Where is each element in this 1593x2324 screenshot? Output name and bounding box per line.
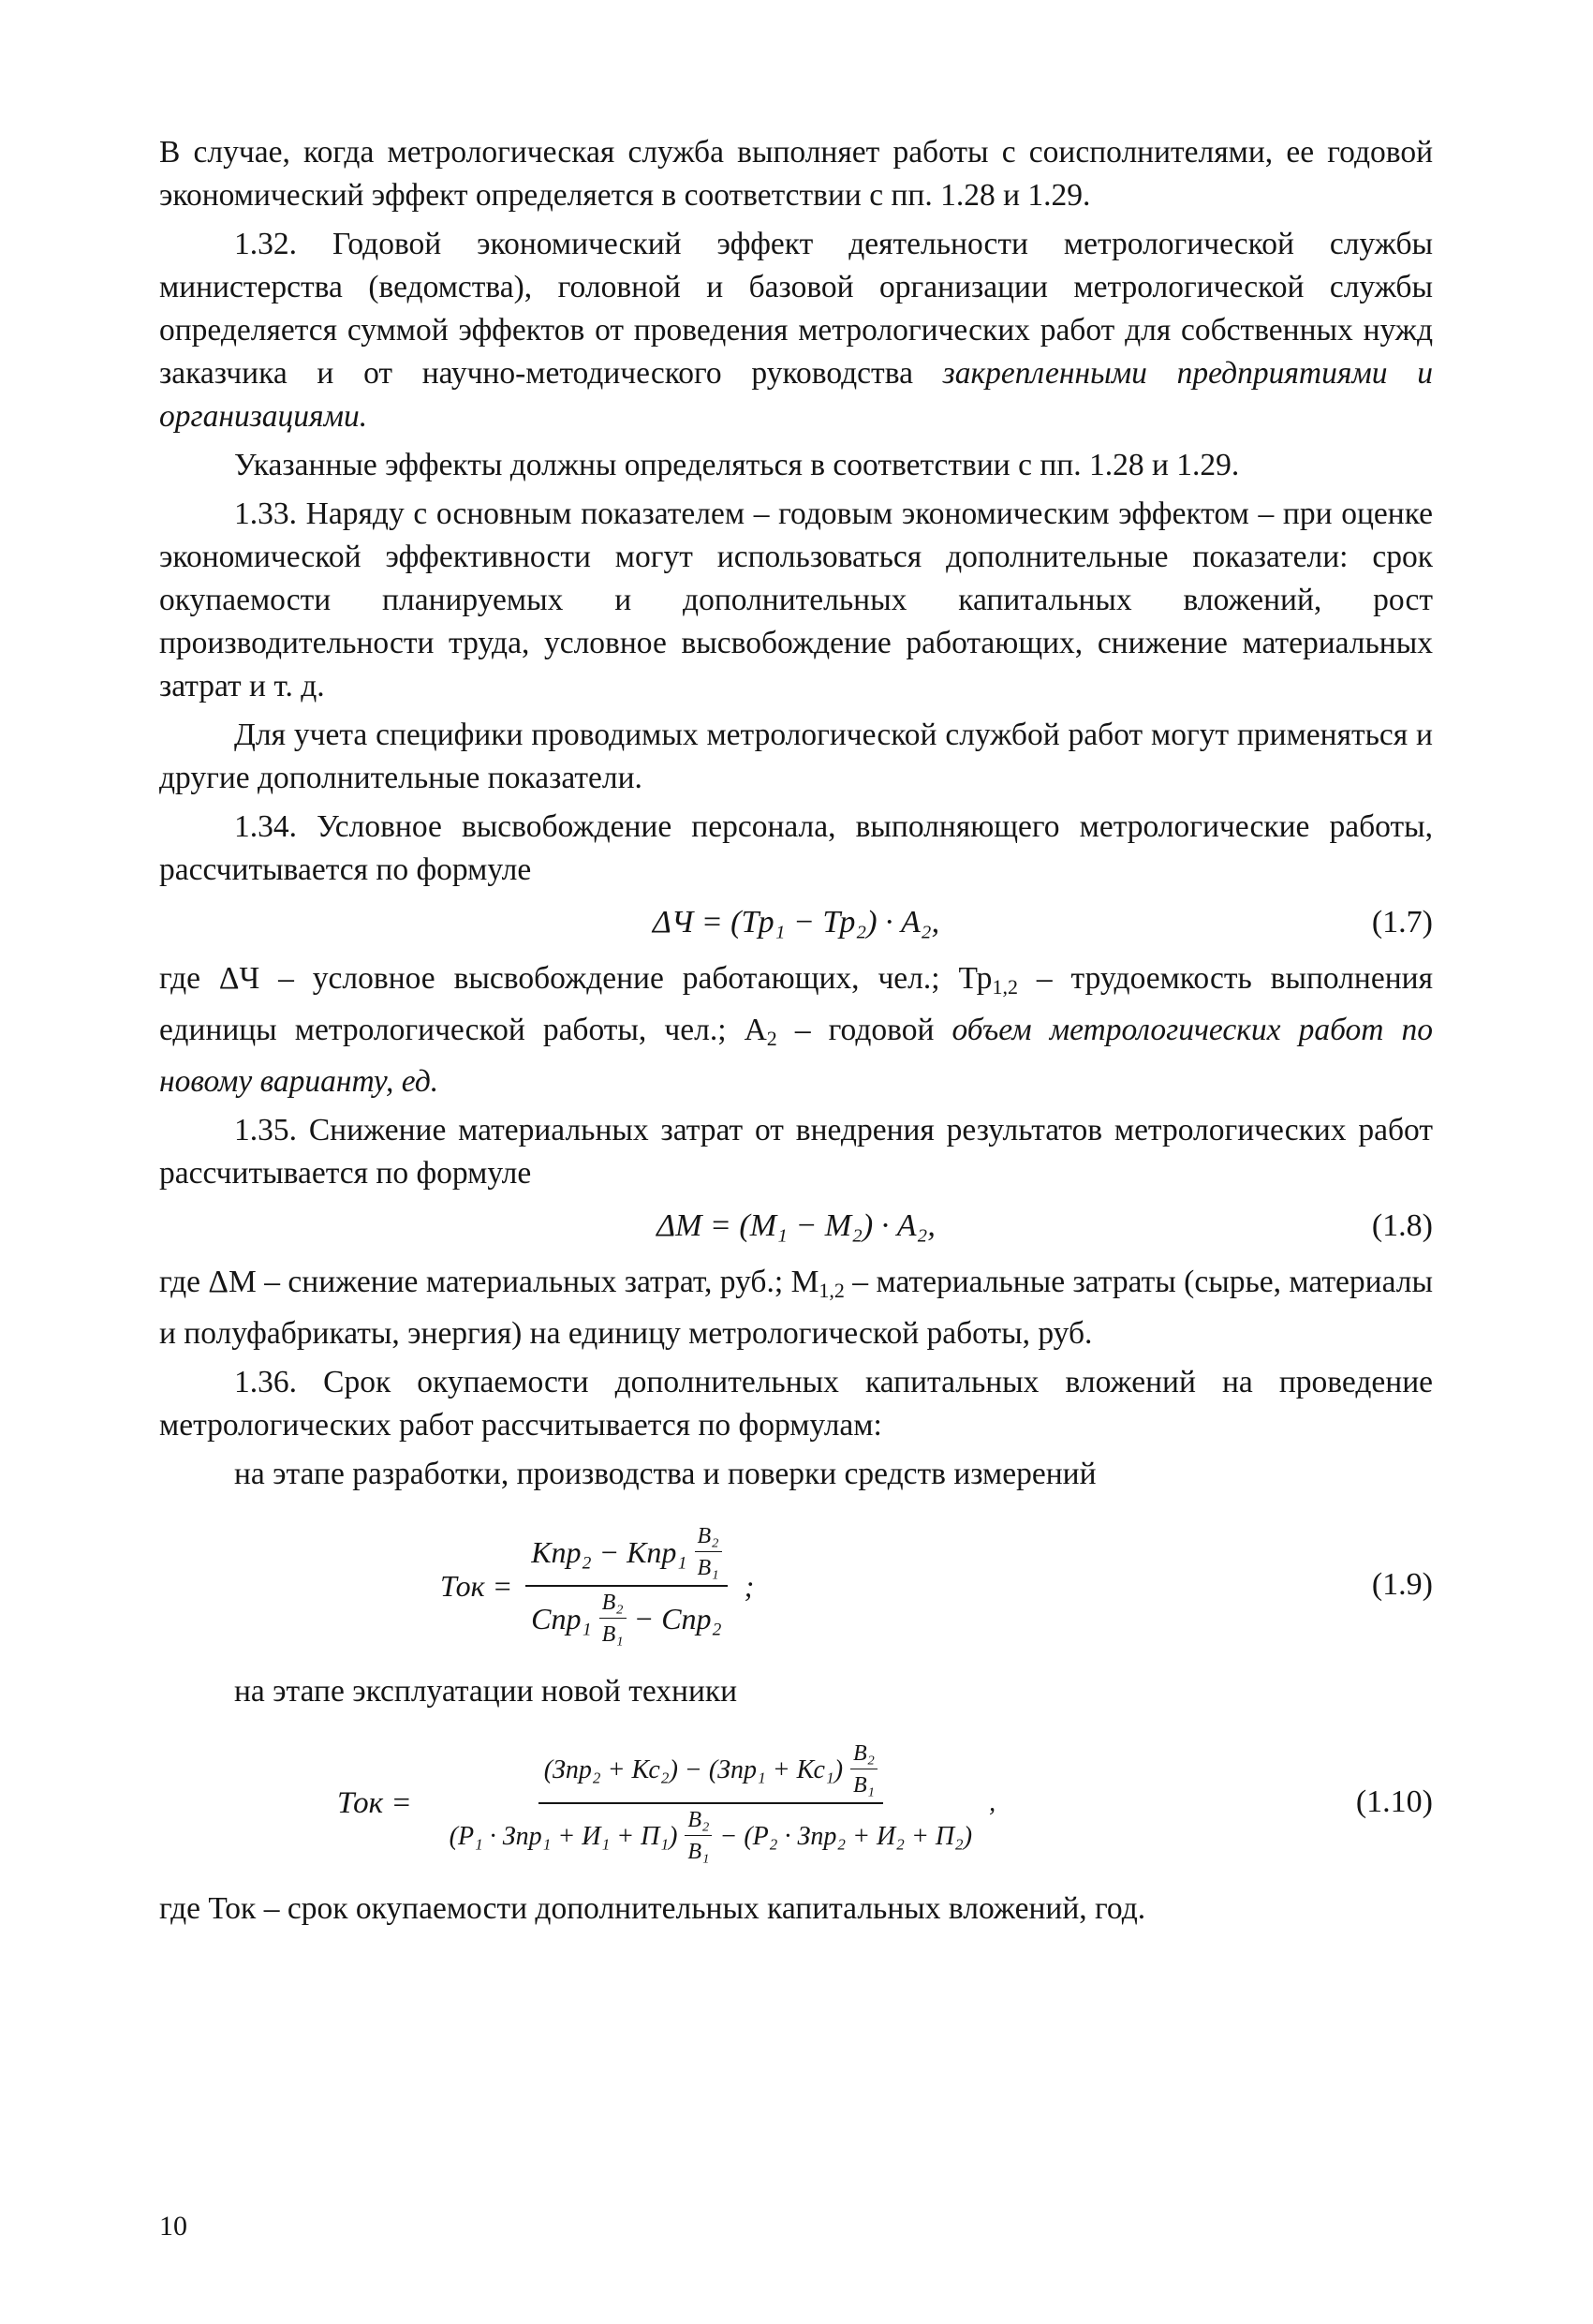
paragraph-1: В случае, когда метрологическая служба выполняет работы с соисполнителями, ее годовой экономический эффект определяется в соответствии с пп. 1.28 и 1.29. xyxy=(159,135,1433,213)
where-dch-part3: – годовой xyxy=(776,1013,935,1047)
equation-1-8-number: (1.8) xyxy=(1371,1208,1433,1243)
equation-1-9-lhs: Ток = xyxy=(440,1568,513,1603)
paragraph-effects: Указанные эффекты должны определяться в соответствии с пп. 1.28 и 1.29. xyxy=(234,448,1240,482)
equation-1-7-number: (1.7) xyxy=(1371,905,1433,940)
equation-1-10-tail: , xyxy=(989,1788,996,1817)
equation-1-9-num-ratio-top: В₂ xyxy=(695,1524,722,1552)
paragraph-specifics: Для учета специфики проводимых метрологической службой работ могут применяться и другие дополнительные показатели. xyxy=(159,718,1433,795)
equation-1-7 xyxy=(159,897,1433,957)
where-dm-part1: где ΔМ – снижение материальных затрат, руб.; М xyxy=(159,1265,819,1299)
equation-1-10-lhs: Ток = xyxy=(337,1785,412,1820)
document-page xyxy=(159,131,1433,1936)
paragraph-1-33: 1.33. Наряду с основным показателем – годовым экономическим эффектом – при оценке экономической эффективности могут использоваться дополнительные показатели: срок окупаемости планируемых и дополнительных капитальных вложений, рост производительности труда, условное высвобождение работающих, снижение материальных затрат и т. д. xyxy=(159,496,1433,703)
where-dch-part1: где ΔЧ – условное высвобождение работающих, чел.; Тр xyxy=(159,961,993,996)
page-number: 10 xyxy=(159,2211,187,2242)
equation-1-10-denominator xyxy=(450,1804,973,1865)
equation-1-8 xyxy=(159,1201,1433,1261)
equation-1-7-body: ΔЧ = (Тр₁ − Тр₂) · А₂, xyxy=(652,905,940,940)
equation-1-9-den-ratio xyxy=(599,1591,627,1648)
paragraph-1-32 xyxy=(159,223,1433,438)
paragraph-1-32-text: 1.32. Годовой экономический эффект деятельности метрологической службы министерства (ведомства), головной и базовой организации метрологической службы определяется суммой эффектов от проведения метрологических работ для собственных нужд заказчика и от научно-методического руководства xyxy=(159,227,1433,391)
where-dch-sub1: 1,2 xyxy=(992,975,1018,999)
equation-1-9-number: (1.9) xyxy=(1371,1567,1433,1602)
paragraph-1-36: 1.36. Срок окупаемости дополнительных капитальных вложений на проведение метрологических работ рассчитывается по формулам: xyxy=(159,1365,1433,1443)
equation-1-9-den-ratio-top: В₂ xyxy=(599,1591,627,1619)
equation-1-10-den-ratio-top: В₂ xyxy=(685,1808,712,1836)
paragraph-where-tok: где Ток – срок окупаемости дополнительных капитальных вложений, год. xyxy=(159,1891,1146,1926)
equation-1-9-fraction xyxy=(525,1524,727,1648)
equation-1-9-den-left: Спр₁ xyxy=(531,1602,592,1636)
paragraph-where-dm xyxy=(159,1261,1433,1355)
equation-1-10 xyxy=(159,1719,1433,1887)
paragraph-where-dch xyxy=(159,957,1433,1103)
where-dch-part2: – трудоемкость выполнения единицы метрологической работы, чел.; А xyxy=(159,961,1433,1047)
equation-1-9-tail: ; xyxy=(744,1568,755,1603)
equation-1-10-number: (1.10) xyxy=(1355,1784,1433,1819)
equation-1-10-den-ratio-bottom: В₁ xyxy=(687,1840,710,1864)
paragraph-1-34: 1.34. Условное высвобождение персонала, выполняющего метрологические работы, рассчитывается по формуле xyxy=(159,809,1433,887)
equation-1-9-num-left: Кпр₂ − Кпр₁ xyxy=(531,1535,687,1569)
paragraph-1-32-italic: закрепленными предприятиями и организациями. xyxy=(159,356,1433,434)
equation-1-10-den-right: − (Р₂ · Зпр₂ + И₂ + П₂) xyxy=(719,1821,973,1851)
equation-1-10-den-ratio xyxy=(685,1808,712,1865)
where-dm-sub: 1,2 xyxy=(819,1279,845,1302)
equation-1-9-den-right: − Спр₂ xyxy=(633,1602,722,1636)
equation-1-9-numerator xyxy=(525,1524,727,1587)
paragraph-stage-development: на этапе разработки, производства и поверки средств измерений xyxy=(234,1457,1097,1491)
equation-1-10-den-left: (Р₁ · Зпр₁ + И₁ + П₁) xyxy=(449,1821,678,1851)
paragraph-stage-operation: на этапе эксплуатации новой техники xyxy=(234,1674,738,1709)
equation-1-9-num-ratio xyxy=(695,1524,722,1581)
equation-1-10-fraction xyxy=(450,1741,973,1865)
equation-1-10-num-ratio-top: В₂ xyxy=(850,1741,878,1769)
equation-1-9-den-ratio-bottom: В₁ xyxy=(601,1622,624,1647)
where-dch-italic: объем метрологических работ по новому варианту, ед. xyxy=(159,1013,1434,1099)
where-dm-part2: – материальные затраты (сырье, материалы и полуфабрикаты, энергия) на единицу метрологической работы, руб. xyxy=(159,1265,1433,1351)
paragraph-1-35: 1.35. Снижение материальных затрат от внедрения результатов метрологических работ рассчитывается по формуле xyxy=(159,1113,1433,1191)
where-dch-sub2: 2 xyxy=(766,1027,777,1050)
equation-1-10-num-ratio-bottom: В₁ xyxy=(853,1773,876,1798)
equation-1-9-num-ratio-bottom: В₁ xyxy=(697,1556,719,1580)
equation-1-9-denominator xyxy=(531,1587,722,1648)
equation-1-10-num-ratio xyxy=(850,1741,878,1799)
equation-1-10-numerator xyxy=(538,1741,883,1804)
equation-1-10-num-left: (Зпр₂ + Кс₂) − (Зпр₁ + Кс₁) xyxy=(543,1754,844,1784)
equation-1-9 xyxy=(159,1502,1433,1670)
equation-1-8-body: ΔМ = (М₁ − М₂) · А₂, xyxy=(656,1208,936,1243)
